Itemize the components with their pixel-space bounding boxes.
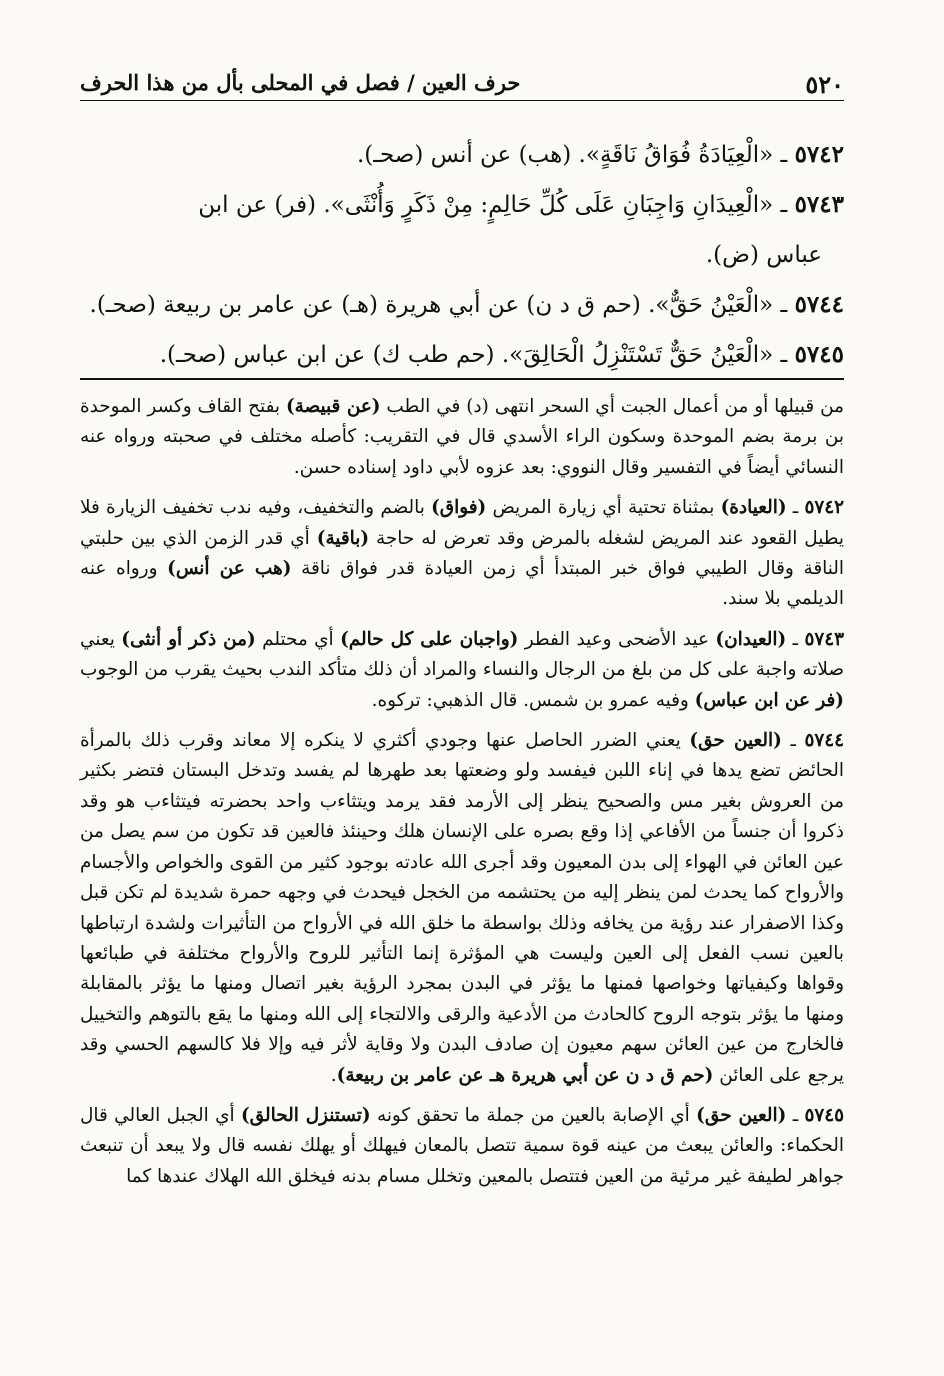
commentary-paragraph-5743: [80, 625, 844, 716]
bold-text: (باقية): [316, 527, 370, 549]
bold-text: (حم ق د ن عن أبي هريرة هـ عن عامر بن ربيعة): [336, 1064, 714, 1086]
hadith-5743-continuation: [80, 230, 844, 280]
footnote-divider: [80, 378, 844, 380]
hadith-text: ـ «الْعِيَادَةُ فُوَاقُ نَاقَةٍ». (هب) عن أنس (صحـ).: [356, 142, 795, 168]
hadith-5742: [80, 130, 844, 180]
hadith-5743: [80, 180, 844, 230]
hadith-text: ـ «الْعَيْنُ حَقٌّ». (حم ق د ن) عن أبي هريرة (هـ) عن عامر بن ربيعة (صحـ).: [89, 292, 795, 318]
hadith-text: ـ «الْعَيْنُ حَقٌّ تَسْتَنْزِلُ الْحَالِقَ». (حم طب ك) عن ابن عباس (صحـ).: [159, 342, 795, 368]
paragraph-number: ٥٧٤٥: [804, 1104, 845, 1126]
text: أي محتلم: [255, 628, 341, 650]
text: من قبيلها أو من أعمال الجبت أي السحر انتهى (د) في الطب: [380, 396, 844, 417]
bold-text: (فواق): [431, 497, 487, 519]
bold-text: (عن قبيصة): [285, 396, 381, 417]
hadith-number: ٥٧٤٥: [794, 341, 844, 368]
text: ـ: [781, 730, 805, 752]
bold-text: (العيدان): [715, 628, 787, 650]
commentary: [80, 392, 844, 1202]
hadith-number: ٥٧٤٣: [794, 191, 844, 218]
text: بفتح القاف وكسر الموحدة بن برمة بضم الموحدة وسكون الراء الأسدي قال في التقريب: كأصله مختلف في صحبته ورواه عنه النسائي أيضاً في التفسير وقال النووي: بعد عزوه لأبي داود إسناده حسن.: [80, 396, 844, 478]
bold-text: (فر عن ابن عباس): [694, 689, 844, 711]
commentary-paragraph-continuation: [80, 392, 844, 483]
page-number: ٥٢٠: [805, 70, 844, 99]
paragraph-number: ٥٧٤٣: [804, 628, 844, 650]
bold-text: (العين حق): [696, 1104, 787, 1126]
text: ـ: [786, 1104, 805, 1126]
text: أي الجبل العالي قال الحكماء: والعائن يبعث من عينه قوة سمية تتصل بالمعان فيهلك أو يهلك نفسه قال ولا يبعد أن تنبعث جواهر لطيفة غير مرئية من العين فتتصل بالمعين وتخلل مسام بدنه فيخلق الله الهلاك عندها كما: [80, 1104, 844, 1187]
hadith-text: ـ «الْعِيدَانِ وَاجِبَانِ عَلَى كُلِّ حَالِمٍ: مِنْ ذَكَرٍ وَأُنْثَى». (فر) عن ابن: [198, 192, 795, 218]
text: يعني الضرر الحاصل عنها وجودي أكثري لا ينكره إلا معاند وقرب ذلك بالمرأة الحائض تضع يدها في إناء اللبن فيفسد ولو وضعتها بعد طهرها لم يفسد وتدخل البستان فتضر بكثير من العروش بغير مس والصحيح ينظر إلى الأرمد فقد يرمد ويتثاءب واحد بحضرته فيتثاءب هو وقد ذكروا أن جنساً من الأفاعي إذا وقع بصره على الإنسان هلك وحينئذ فالعين قد تكون من سم يصل من عين العائن في الهواء إلى بدن المعيون وقد أجرى الله عادته بوجود كثير من القوى والخواص والأجسام والأرواح كما يحدث لمن ينظر إليه من يحتشمه من الخجل فيحدث في وجهه حمرة شديدة لم تكن قبل وكذا الاصفرار عند رؤية من يخافه وذلك بواسطة ما خلق الله في الأرواح من التأثيرات ولشدة ارتباطها بالعين نسب الفعل إلى العين وليست هي المؤثرة إنما التأثير للروح والأرواح مختلفة في طبائعها وقواها وكيفياتها وخواصها فمنها ما يؤثر في البدن بمجرد الرؤية بغير اتصال ومنها ما يؤثر بالمقابلة ومنها ما يؤثر بتوجه الروح كالحادث من الأدعية والرقى والالتجاء إلى الله ومنها ما يقع بالتوهم والتخييل فالخارج من عين العائن سهم معيون إن صادف البدن ولا وقاية لأثر فيه وإلا فلا كالسهم الحسي وقد يرجع على العائن: [80, 730, 844, 1086]
hadith-5745: [80, 330, 844, 380]
commentary-paragraph-5745: [80, 1101, 844, 1192]
text: بمثناة تحتية أي زيارة المريض: [486, 497, 721, 519]
bold-text: (العين حق): [689, 730, 782, 752]
hadith-number: ٥٧٤٢: [794, 141, 844, 168]
page-header: [80, 66, 844, 101]
hadith-text: عباس (ض).: [705, 242, 822, 268]
text: عيد الأضحى وعيد الفطر: [518, 628, 716, 650]
hadith-list: [80, 130, 844, 380]
text: أي الإصابة بالعين من جملة ما تحقق كونه: [370, 1104, 697, 1126]
commentary-paragraph-5744: [80, 726, 844, 1091]
text: ورواه عنه الديلمي بلا سند.: [80, 558, 844, 610]
commentary-paragraph-5742: [80, 493, 844, 615]
bold-text: (العيادة): [720, 497, 787, 519]
hadith-number: ٥٧٤٤: [794, 291, 844, 318]
hadith-5744: [80, 280, 844, 330]
paragraph-number: ٥٧٤٤: [804, 730, 844, 752]
bold-text: (هب عن أنس): [167, 558, 292, 580]
bold-text: (من ذكر أو أنثى): [121, 628, 256, 650]
text: بالضم والتخفيف، وفيه ندب تخفيف الزيارة فلا يطيل القعود عند المريض لشغله بالمرض وقد تعرض له حاجة: [80, 497, 844, 549]
bold-text: (تستنزل الحالق): [240, 1104, 371, 1126]
text: يعني صلاته واجبة على كل من بلغ من الرجال والنساء والمراد أن ذلك متأكد الندب بحيث يقرب من الوجوب: [80, 628, 844, 681]
text: ـ: [786, 497, 805, 519]
bold-text: (واجبان على كل حالم): [340, 628, 519, 650]
text: ـ: [786, 628, 805, 650]
text: .: [330, 1064, 337, 1086]
text: وفيه عمرو بن شمس. قال الذهبي: تركوه.: [371, 689, 695, 711]
paragraph-number: ٥٧٤٢: [804, 497, 844, 519]
running-title: حرف العين / فصل في المحلى بأل من هذا الحرف: [80, 70, 521, 95]
text: أي قدر الزمن الذي بين حلبتي الناقة وقال الطيبي فواق خبر المبتدأ أي زمن العيادة قدر فواق ناقة: [80, 527, 844, 580]
